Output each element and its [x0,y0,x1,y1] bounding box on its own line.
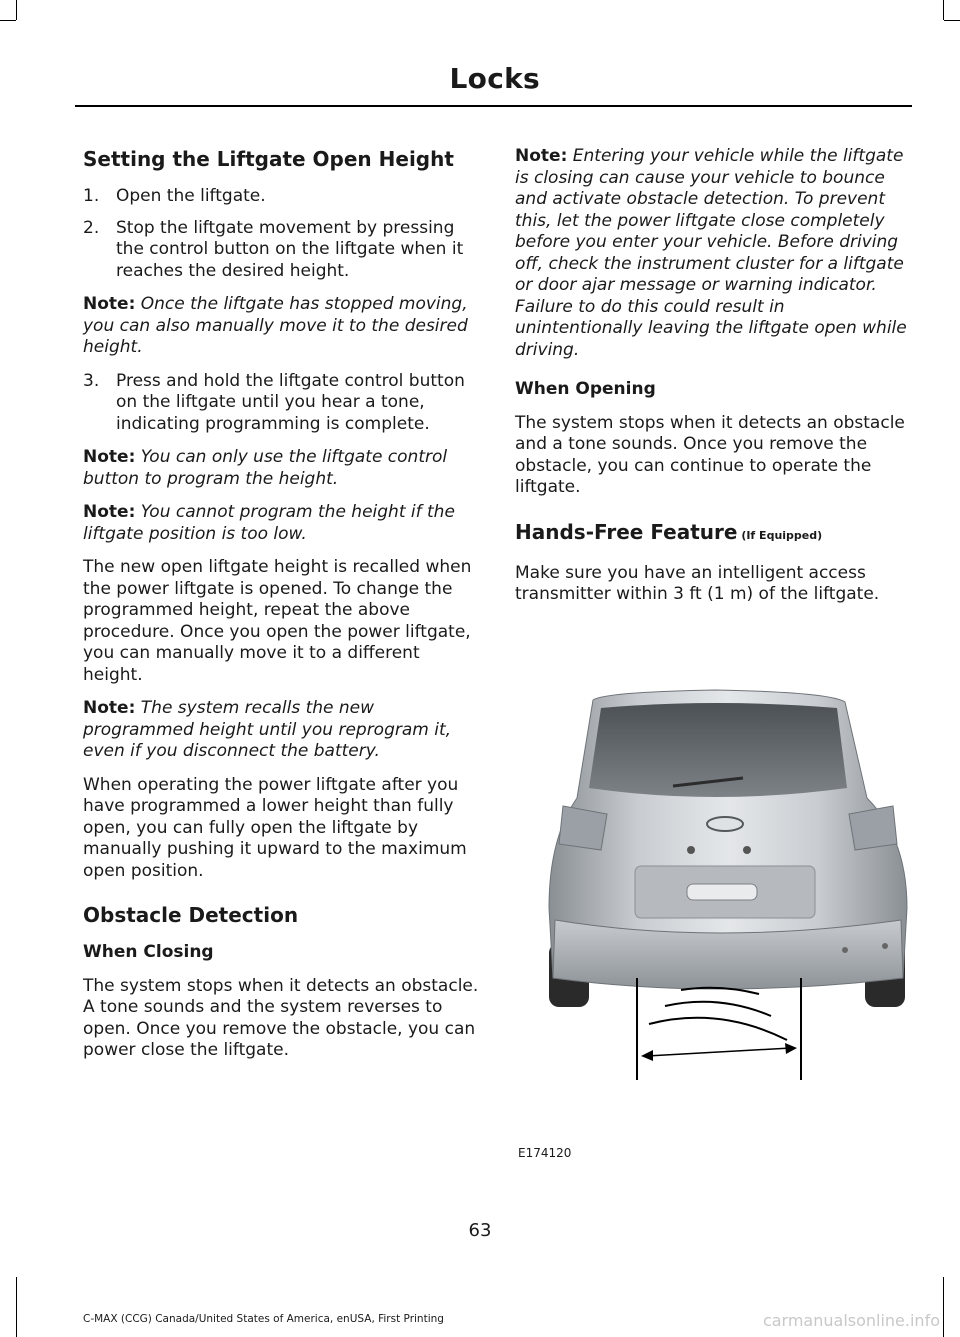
body-paragraph: The system stops when it detects an obstacle. A tone sounds and the system reverses to open. Once you remove the obstacle, you can power close the liftgate. [83,975,479,1060]
section-heading-hands-free [515,519,915,549]
left-column [83,146,483,1074]
note-label: Note: [83,502,136,522]
note-paragraph [83,447,483,490]
note-text: You cannot program the height if the liftgate position is too low. [83,502,455,544]
sensor-wave [649,1018,787,1040]
crop-mark [0,20,16,21]
camera-icon [743,846,751,854]
note-text: Entering your vehicle while the liftgate is closing can cause your vehicle to bounce and activate obstacle detection. To prevent this, let the power liftgate close completely before you enter your vehicle. Before driving off, check the instrument cluster for a liftgate or door ajar message or warning indicator. Failure to do this could result in unintentionally leaving the liftgate open while driving. [515,146,907,360]
step-number: 2. [83,217,100,238]
note-paragraph [83,502,483,545]
step-number: 3. [83,370,100,391]
sensor-wave [665,1002,771,1016]
vehicle-rear-illustration [515,688,915,1088]
figure-code: E174120 [518,1146,572,1160]
note-text: You can only use the liftgate control button to program the height. [83,447,448,489]
footer-text: C-MAX (CCG) Canada/United States of America, enUSA, First Printing [83,1313,444,1325]
crop-mark [16,1277,17,1337]
distance-arrow [647,1048,791,1056]
note-paragraph [83,294,483,359]
crop-mark [943,1277,944,1337]
liftgate-handle [687,884,757,900]
subheading-when-opening: When Opening [515,379,656,399]
left-tail-light [559,806,607,850]
note-paragraph [515,146,915,361]
right-tail-light [849,806,897,850]
subheading-when-closing: When Closing [83,942,214,962]
list-item [83,218,483,283]
body-paragraph: The system stops when it detects an obstacle and a tone sounds. Once you remove the obstacle, you can continue to operate the liftgate. [515,412,905,497]
list-item [83,371,483,436]
page-title: Locks [449,62,540,95]
body-paragraph: Make sure you have an intelligent access transmitter within 3 ft (1 m) of the liftgate. [515,562,880,604]
bumper-sensor-icon [882,943,888,949]
header-divider [75,105,912,107]
right-column [515,146,915,618]
heading-text: Hands-Free Feature [515,519,738,544]
section-heading-liftgate-height: Setting the Liftgate Open Height [83,147,454,171]
section-heading-obstacle-detection: Obstacle Detection [83,903,299,927]
step-text: Press and hold the liftgate control button on the liftgate until you hear a tone, indicating programming is complete. [116,370,465,434]
step-text: Open the liftgate. [116,186,266,206]
note-text: Once the liftgate has stopped moving, you can also manually move it to the desired height. [83,294,468,357]
body-paragraph: The new open liftgate height is recalled when the power liftgate is opened. To change the programmed height, repeat the above procedure. Once you open the power liftgate, you can manually move it to a different height. [83,557,472,685]
watermark: carmanualsonline.info [762,1311,940,1330]
steps-list-b [83,371,483,436]
note-label: Note: [83,294,136,314]
steps-list-a [83,186,483,282]
camera-icon [687,846,695,854]
note-paragraph [83,698,483,763]
crop-mark [944,20,960,21]
note-label: Note: [83,447,136,467]
brand-badge-icon [707,817,743,831]
bumper-sensor-icon [842,947,848,953]
page-number: 63 [468,1220,492,1241]
body-paragraph: When operating the power liftgate after you have programmed a lower height than fully open, you can fully open the liftgate by manually pushing it upward to the maximum open position. [83,774,467,881]
note-label: Note: [515,146,568,166]
step-text: Stop the liftgate movement by pressing the control button on the liftgate when it reaches the desired height. [116,217,464,281]
note-label: Note: [83,698,136,718]
arrow-head-left-icon [641,1050,653,1061]
crop-mark [16,0,17,20]
step-number: 1. [83,186,100,206]
list-item [83,186,483,208]
rear-window [589,703,847,797]
crop-mark [943,0,944,20]
arrow-head-right-icon [785,1043,797,1054]
note-text: The system recalls the new programmed height until you reprogram it, even if you disconnect the battery. [83,698,452,761]
heading-qualifier: (If Equipped) [737,528,823,542]
